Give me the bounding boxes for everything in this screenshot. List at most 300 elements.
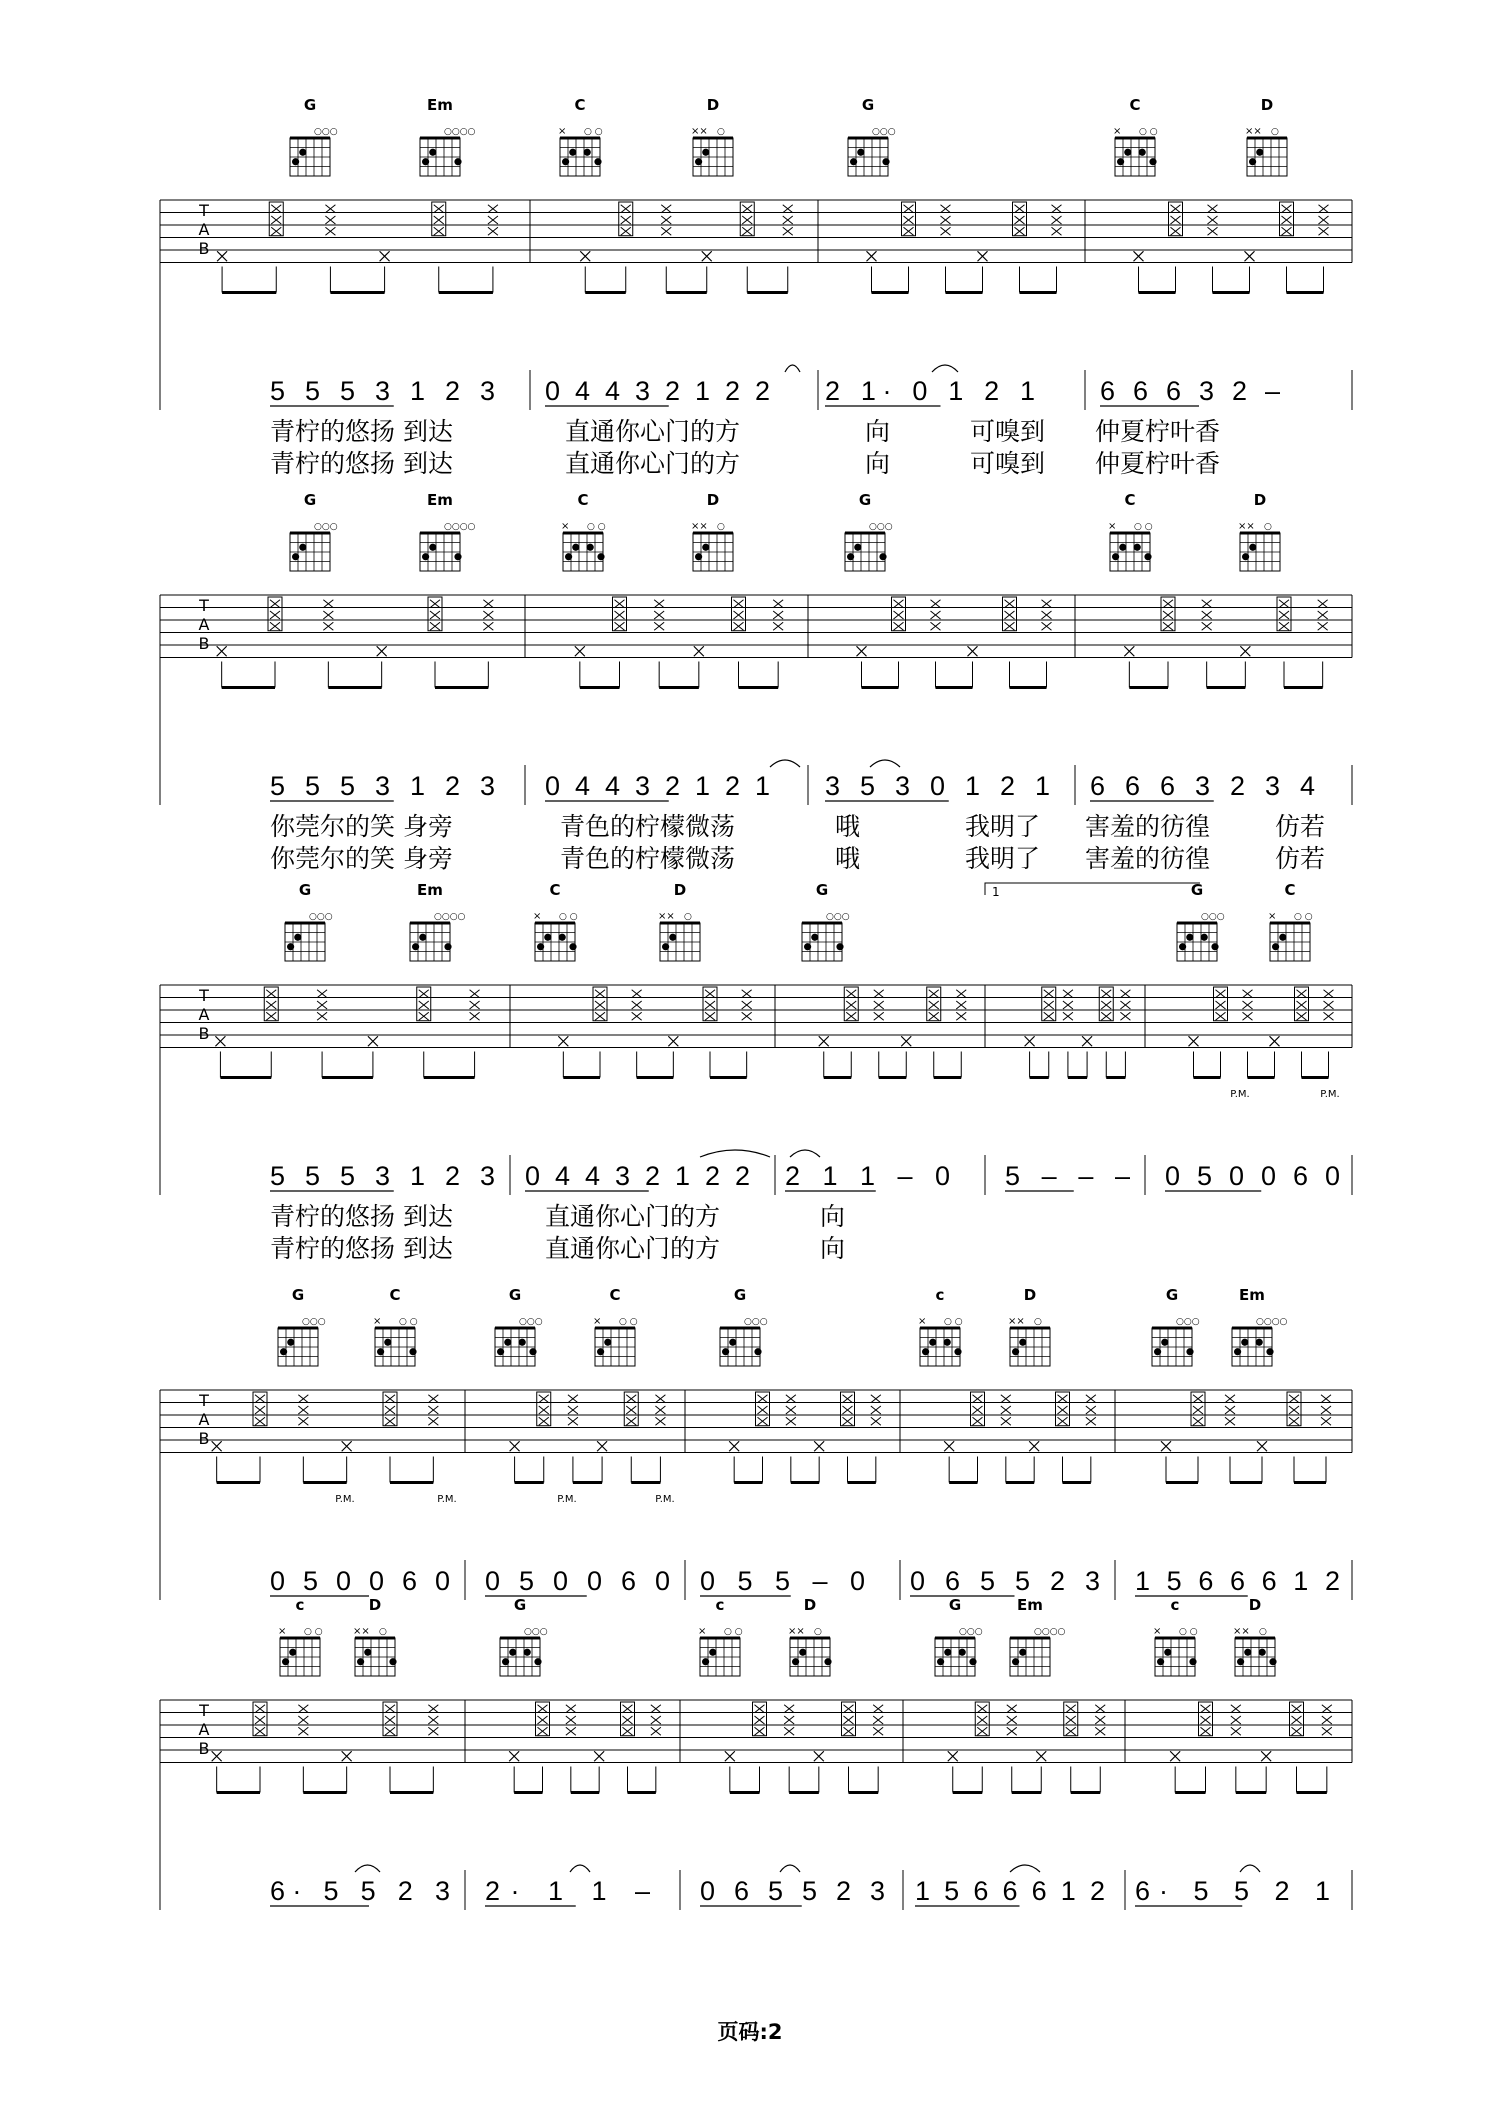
finger-dot [954, 1348, 961, 1355]
chord-note [1193, 1406, 1203, 1414]
chord-note [568, 1406, 578, 1414]
mute-marks: × [593, 1316, 602, 1327]
lyric-verse-1: 我明了 [965, 812, 1041, 841]
chord-note [1001, 1395, 1011, 1403]
palm-mute-mark: P.M. [1230, 1089, 1250, 1100]
lyric-verse-1: 仲夏柠叶香 [1095, 417, 1221, 446]
finger-dot [1186, 934, 1193, 941]
chord-note [1225, 1406, 1235, 1414]
jianpu-measure: 0 4 4 3 2 1 2 1 [545, 771, 770, 801]
chord-note [1095, 1716, 1105, 1724]
finger-dot [944, 1649, 951, 1656]
open-marks: ○○○ [1201, 912, 1225, 922]
chord-note [1243, 1012, 1253, 1020]
tab-letter: A [198, 1720, 210, 1739]
finger-dot [502, 1658, 509, 1665]
finger-dot [1112, 553, 1119, 560]
finger-dot [1256, 1339, 1263, 1346]
open-marks: ○○○ [869, 522, 893, 532]
chord-note [846, 990, 856, 998]
chord-note [1193, 1395, 1203, 1403]
chord-note [651, 1705, 661, 1713]
chord-note [956, 1001, 966, 1009]
finger-dot [1249, 158, 1256, 165]
chord-note [873, 1727, 883, 1735]
chord-name: Em [417, 881, 443, 899]
open-marks: ○○○ [302, 1317, 326, 1327]
bass-note [594, 1751, 604, 1761]
chord-note [1163, 600, 1173, 608]
tie [570, 1865, 590, 1872]
bass-note [1029, 1441, 1039, 1451]
chord-note [1319, 227, 1329, 235]
finger-dot [1149, 158, 1156, 165]
bass-note [1025, 1036, 1035, 1046]
chord-name: D [706, 96, 720, 114]
finger-dot [929, 1339, 936, 1346]
bass-note [819, 1036, 829, 1046]
chord-note [298, 1417, 308, 1425]
bass-note [901, 1036, 911, 1046]
tab-clef [198, 1701, 209, 1758]
chord-note [1216, 1012, 1226, 1020]
finger-dot [850, 158, 857, 165]
chord-diagram [658, 881, 700, 961]
mute-marks: ×× [691, 126, 708, 137]
chord-note [1289, 1417, 1299, 1425]
chord-diagram [1268, 881, 1313, 961]
lyric-verse-1: 向 [865, 417, 891, 446]
chord-note [1216, 1001, 1226, 1009]
chord-note [568, 1395, 578, 1403]
chord-note [385, 1406, 395, 1414]
chord-note [1163, 622, 1173, 630]
chord-note [755, 1716, 765, 1724]
chord-note [941, 216, 951, 224]
chord-note [271, 227, 281, 235]
bass-note [212, 1441, 222, 1451]
lyric-verse-2: 直通你心门的方 [545, 1234, 721, 1263]
finger-dot [569, 943, 576, 950]
lyric-verse-2: 害羞的彷徨 [1085, 844, 1211, 873]
finger-dot [299, 149, 306, 156]
finger-dot [594, 158, 601, 165]
mute-marks: × [1113, 126, 1122, 137]
chord-note [539, 1406, 549, 1414]
bass-note [814, 1441, 824, 1451]
finger-dot [292, 158, 299, 165]
bass-note [217, 646, 227, 656]
chord-note [1322, 1727, 1332, 1735]
finger-dot [287, 943, 294, 950]
finger-dot [544, 934, 551, 941]
chord-note [1321, 1406, 1331, 1414]
palm-mute-mark: P.M. [335, 1494, 355, 1505]
chord-note [773, 600, 783, 608]
chord-note [973, 1395, 983, 1403]
bass-note [948, 1751, 958, 1761]
finger-dot [729, 1339, 736, 1346]
chord-note [1202, 600, 1212, 608]
finger-dot [287, 1339, 294, 1346]
chord-name: G [858, 491, 872, 509]
chord-note [385, 1716, 395, 1724]
chord-note [1171, 205, 1181, 213]
tab-letter: A [198, 1005, 210, 1024]
lyric-verse-1: 青柠的悠扬 到达 [270, 417, 453, 446]
chord-note [786, 1417, 796, 1425]
chord-note [323, 611, 333, 619]
chord-note [419, 990, 429, 998]
chord-note [615, 600, 625, 608]
chord-note [1058, 1406, 1068, 1414]
bass-note [342, 1441, 352, 1451]
chord-note [1058, 1395, 1068, 1403]
mute-marks: × [1108, 521, 1117, 532]
chord-note [430, 622, 440, 630]
jianpu-measure: 1 5 6 6 6 1 2 [915, 1876, 1105, 1906]
chord-note [298, 1705, 308, 1713]
lyric-verse-2: 仿若 [1275, 844, 1326, 873]
chord-note [1005, 611, 1015, 619]
chord-diagram [848, 96, 896, 176]
jianpu-measure: 2· 1 1 – [485, 1876, 650, 1906]
chord-note [1225, 1395, 1235, 1403]
chord-note [742, 1012, 752, 1020]
chord-diagram [500, 1596, 548, 1676]
open-marks: ○○○ [314, 127, 338, 137]
chord-note [874, 990, 884, 998]
finger-dot [1201, 934, 1208, 941]
chord-note [758, 1417, 768, 1425]
lyric-verse-2: 你莞尔的笑 身旁 [270, 844, 453, 873]
chord-note [904, 205, 914, 213]
finger-dot [1012, 1658, 1019, 1665]
chord-note [632, 1001, 642, 1009]
finger-dot [847, 553, 854, 560]
chord-note [661, 227, 671, 235]
finger-dot [944, 1339, 951, 1346]
chord-diagram [278, 1286, 326, 1366]
jianpu-measure: 0 6 5 5 2 3 [910, 1566, 1100, 1596]
chord-note [1086, 1406, 1096, 1414]
open-marks: ○○○ [744, 1317, 768, 1327]
chord-note [428, 1705, 438, 1713]
bass-note [668, 1036, 678, 1046]
chord-note [1321, 1417, 1331, 1425]
finger-dot [662, 943, 669, 950]
chord-note [1324, 1001, 1334, 1009]
finger-dot [572, 544, 579, 551]
chord-diagram [561, 491, 606, 571]
chord-note [271, 216, 281, 224]
finger-dot [879, 553, 886, 560]
bass-note [1036, 1751, 1046, 1761]
open-marks: ○ [814, 1627, 822, 1637]
tab-letter: T [199, 986, 209, 1005]
chord-note [1101, 1001, 1111, 1009]
tie [932, 365, 958, 372]
chord-note [1063, 1001, 1073, 1009]
lyric-verse-1: 哦 [835, 812, 861, 841]
chord-note [595, 1001, 605, 1009]
tab-letter: B [198, 1024, 210, 1043]
chord-diagram [410, 881, 466, 961]
chord-note [1101, 990, 1111, 998]
chord-note [626, 1417, 636, 1425]
chord-name: D [673, 881, 687, 899]
mute-marks: × [698, 1626, 707, 1637]
mute-marks: ×× [691, 521, 708, 532]
chord-diagram [420, 96, 476, 176]
finger-dot [792, 1658, 799, 1665]
chord-note [654, 622, 664, 630]
chord-diagram [935, 1596, 983, 1676]
jianpu-measure: 5 – – – [1005, 1161, 1130, 1191]
bass-note [702, 251, 712, 261]
finger-dot [1269, 1658, 1276, 1665]
chord-note [385, 1417, 395, 1425]
finger-dot [419, 934, 426, 941]
chord-note [1243, 1001, 1253, 1009]
chord-diagram [373, 1286, 418, 1366]
chord-note [651, 1716, 661, 1724]
finger-dot [604, 1339, 611, 1346]
chord-note [621, 205, 631, 213]
chord-note [266, 990, 276, 998]
system [160, 491, 1352, 899]
mute-marks: ×× [353, 1626, 370, 1637]
chord-note [1297, 1012, 1307, 1020]
jianpu-measure: 6· 5 5 2 3 [270, 1876, 450, 1906]
chord-note [266, 1001, 276, 1009]
chord-note [1201, 1705, 1211, 1713]
chord-note [1208, 216, 1218, 224]
bass-note [1161, 1441, 1171, 1451]
chord-note [1279, 622, 1289, 630]
jianpu-measure: 0 5 0 0 6 0 [270, 1566, 450, 1596]
chord-note [1044, 990, 1054, 998]
chord-note [428, 1417, 438, 1425]
chord-diagram [495, 1286, 543, 1366]
chord-note [538, 1705, 548, 1713]
chord-note [632, 990, 642, 998]
chord-note [483, 611, 493, 619]
chord-note [483, 600, 493, 608]
system [160, 881, 1352, 1263]
finger-dot [289, 1649, 296, 1656]
chord-note [325, 205, 335, 213]
finger-dot [969, 1658, 976, 1665]
chord-note [1052, 205, 1062, 213]
chord-note [941, 205, 951, 213]
open-marks: ○ [379, 1627, 387, 1637]
finger-dot [824, 1658, 831, 1665]
chord-diagram [1113, 96, 1158, 176]
chord-note [1289, 1406, 1299, 1414]
chord-note [874, 1001, 884, 1009]
chord-note [615, 622, 625, 630]
chord-name: G [1165, 1286, 1179, 1304]
chord-note [1005, 600, 1015, 608]
chord-note [661, 216, 671, 224]
finger-dot [937, 1658, 944, 1665]
chord-note [1007, 1716, 1017, 1724]
chord-note [1052, 216, 1062, 224]
chord-note [1063, 990, 1073, 998]
open-marks: ○ [717, 127, 725, 137]
finger-dot [1242, 553, 1249, 560]
open-marks: ○○○ [309, 912, 333, 922]
chord-note [266, 1012, 276, 1020]
chord-note [1282, 216, 1292, 224]
system [160, 1286, 1352, 1600]
chord-note [977, 1705, 987, 1713]
chord-note [488, 216, 498, 224]
chord-name: C [549, 881, 561, 899]
chord-note [1318, 600, 1328, 608]
bass-note [1134, 251, 1144, 261]
chord-note [1324, 1012, 1334, 1020]
finger-dot [1119, 544, 1126, 551]
finger-dot [702, 149, 709, 156]
chord-note [931, 622, 941, 630]
chord-note [783, 216, 793, 224]
bass-note [1270, 1036, 1280, 1046]
chord-note [1319, 205, 1329, 213]
jianpu-measure: 0 4 4 3 2 1 2 2 [545, 376, 770, 406]
chord-note [270, 600, 280, 608]
finger-dot [412, 943, 419, 950]
chord-note [623, 1705, 633, 1713]
tab-letter: B [198, 239, 210, 258]
chord-name: Em [1017, 1596, 1043, 1614]
chord-note [317, 1001, 327, 1009]
finger-dot [1234, 1348, 1241, 1355]
chord-note [621, 216, 631, 224]
volta-line [985, 883, 1200, 895]
tab-letter: A [198, 615, 210, 634]
bass-note [1189, 1036, 1199, 1046]
chord-note [929, 1001, 939, 1009]
chord-name: C [389, 1286, 401, 1304]
jianpu-measure: 6 6 6 3 2 3 4 [1090, 771, 1315, 801]
finger-dot [429, 544, 436, 551]
open-marks: ○ ○ [1139, 127, 1158, 137]
chord-note [655, 1417, 665, 1425]
tie [790, 1150, 820, 1157]
chord-note [566, 1727, 576, 1735]
tie [770, 760, 800, 767]
open-marks: ○ [1271, 127, 1279, 137]
chord-note [931, 600, 941, 608]
bass-note [1261, 1751, 1271, 1761]
chord-note [1279, 600, 1289, 608]
finger-dot [1134, 544, 1141, 551]
chord-note [1322, 1716, 1332, 1724]
bass-note [217, 251, 227, 261]
chord-note [931, 611, 941, 619]
chord-note [1225, 1417, 1235, 1425]
open-marks: ○ ○ [944, 1317, 963, 1327]
lyric-verse-1: 青色的柠檬微荡 [560, 812, 736, 841]
chord-note [654, 600, 664, 608]
chord-name: G [733, 1286, 747, 1304]
page-number: 页码:2 [717, 2020, 783, 2044]
finger-dot [1259, 1649, 1266, 1656]
lyric-verse-2: 向 [865, 449, 891, 478]
chord-diagram [1232, 1286, 1288, 1366]
finger-dot [1256, 149, 1263, 156]
mute-marks: ×× [1245, 126, 1262, 137]
chord-name: G [303, 491, 317, 509]
chord-note [428, 1716, 438, 1724]
open-marks: ○○○ [1176, 1317, 1200, 1327]
open-marks: ○ [717, 522, 725, 532]
open-marks: ○ ○ [584, 127, 603, 137]
finger-dot [1019, 1649, 1026, 1656]
chord-note [1319, 216, 1329, 224]
lyric-verse-1: 可嗅到 [970, 417, 1046, 446]
tab-letter: T [199, 596, 209, 615]
chord-note [1202, 622, 1212, 630]
finger-dot [534, 1658, 541, 1665]
chord-name: C [609, 1286, 621, 1304]
chord-note [1282, 227, 1292, 235]
finger-dot [702, 544, 709, 551]
jianpu-measure: 0 5 0 0 6 0 [1165, 1161, 1340, 1191]
tie [780, 1865, 800, 1872]
chord-note [1201, 1716, 1211, 1724]
mute-marks: ×× [658, 911, 675, 922]
tie [700, 1150, 770, 1157]
finger-dot [1241, 1339, 1248, 1346]
chord-note [705, 990, 715, 998]
open-marks: ○○○○ [444, 127, 476, 137]
tab-letter: A [198, 1410, 210, 1429]
lyric-verse-1: 你莞尔的笑 身旁 [270, 812, 453, 841]
chord-note [385, 1705, 395, 1713]
jianpu-measure: 5 5 5 3 1 2 3 [270, 1161, 495, 1191]
chord-name: D [368, 1596, 382, 1614]
finger-dot [1124, 149, 1131, 156]
chord-note [758, 1406, 768, 1414]
mute-marks: × [373, 1316, 382, 1327]
chord-diagram [1245, 96, 1287, 176]
chord-note [661, 205, 671, 213]
chord-note [1231, 1705, 1241, 1713]
bass-note [510, 1441, 520, 1451]
chord-note [1208, 227, 1218, 235]
chord-name: C [1284, 881, 1296, 899]
mute-marks: × [533, 911, 542, 922]
chord-note [742, 205, 752, 213]
chord-note [1042, 611, 1052, 619]
chord-note [430, 611, 440, 619]
finger-dot [702, 1658, 709, 1665]
lyric-verse-2: 向 [820, 1234, 846, 1263]
system [160, 1596, 1352, 1910]
finger-dot [1154, 1348, 1161, 1355]
chord-name: c [715, 1596, 725, 1614]
system [160, 96, 1352, 478]
chord-note [1007, 1727, 1017, 1735]
chord-name: G [298, 881, 312, 899]
chord-note [1052, 227, 1062, 235]
finger-dot [529, 1348, 536, 1355]
chord-name: D [1023, 1286, 1037, 1304]
chord-note [623, 1716, 633, 1724]
